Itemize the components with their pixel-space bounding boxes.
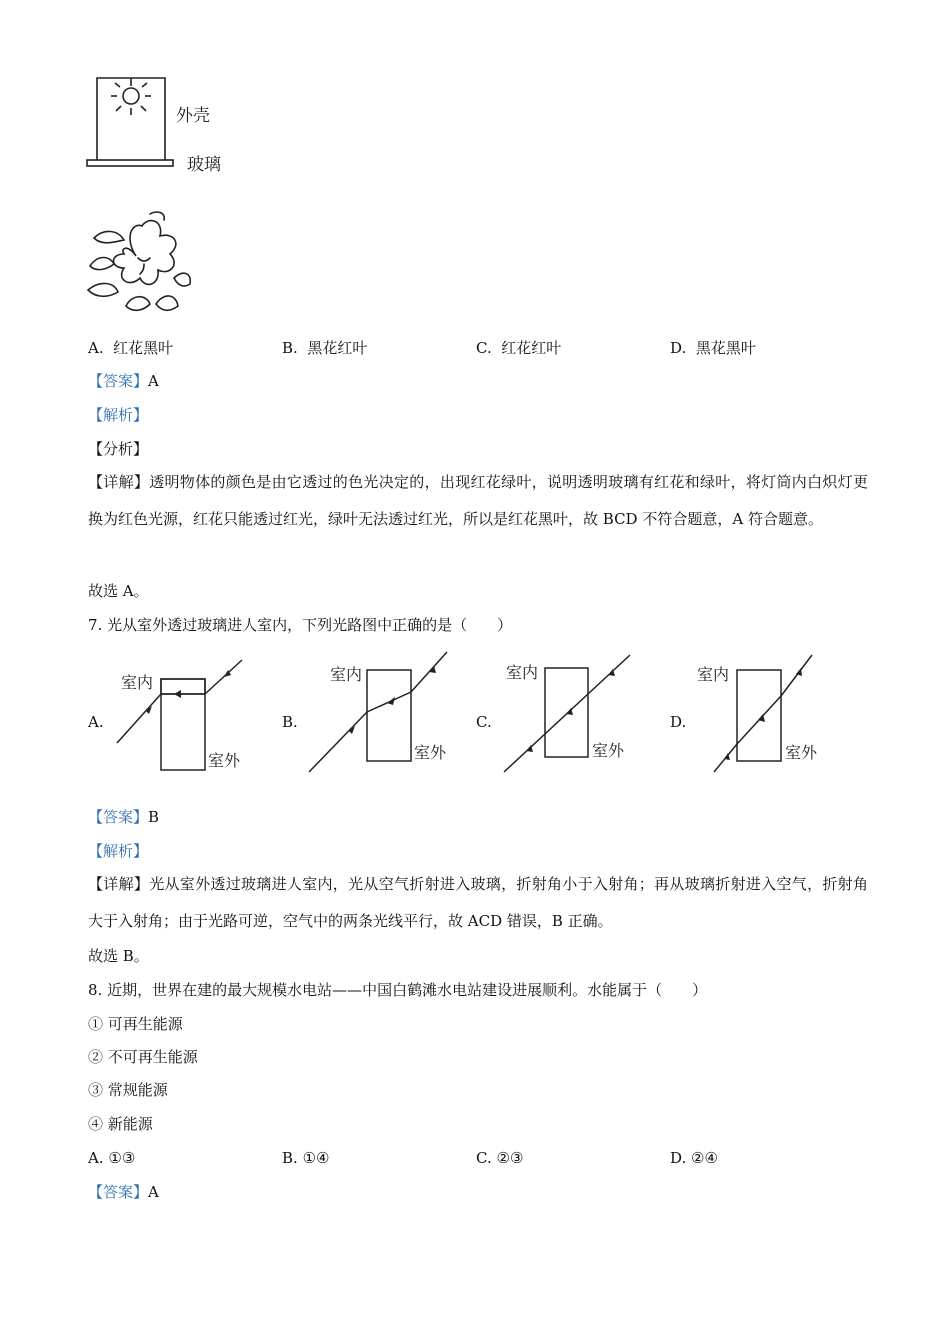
q8-answer: 【答案】A <box>88 1183 159 1201</box>
q7-diagram-a <box>108 652 258 777</box>
q6-detail: 【详解】透明物体的颜色是由它透过的色光决定的，出现红花绿叶，说明透明玻璃有红花和绿叶，将灯筒内白炽灯更换为红色光源，红花只能透过红光，绿叶无法透过红光，所以是红花黑叶，故 BCD 不符合题意，A 符合题意。 <box>88 473 868 528</box>
q8-item-4: ④ 新能源 <box>88 1115 153 1133</box>
q7c-indoor-label: 室内 <box>506 663 539 682</box>
q6-option-b: B. 黑花红叶 <box>282 339 368 357</box>
q8-item-1: ① 可再生能源 <box>88 1015 183 1033</box>
q7d-outdoor-label: 室外 <box>785 743 818 762</box>
q7-diagram-d <box>692 650 842 775</box>
q7-conclusion: 故选 B。 <box>88 947 149 965</box>
q8-item-3: ③ 常规能源 <box>88 1081 168 1099</box>
q7a-indoor-label: 室内 <box>121 673 154 692</box>
q7-diagram-b <box>303 650 453 775</box>
q6-analysis-heading: 【解析】 <box>88 406 149 424</box>
q7-analysis-heading: 【解析】 <box>88 842 149 860</box>
q7-option-c-letter: C. <box>476 713 492 731</box>
q8-item-2: ② 不可再生能源 <box>88 1048 198 1066</box>
q7-answer: 【答案】B <box>88 808 160 826</box>
q7-stem: 7. 光从室外透过玻璃进人室内，下列光路图中正确的是（ ） <box>88 616 513 634</box>
q7c-outdoor-label: 室外 <box>592 741 625 760</box>
q7d-indoor-label: 室内 <box>697 665 730 684</box>
q6-option-a: A. 红花黑叶 <box>88 339 174 357</box>
q7-option-b-letter: B. <box>282 713 298 731</box>
q7a-outdoor-label: 室外 <box>208 751 241 770</box>
q7-diagram-c <box>498 650 648 775</box>
shell-label: 外壳 <box>176 106 210 126</box>
q7-option-a-letter: A. <box>88 713 104 731</box>
flower-leaves-figure <box>84 208 196 320</box>
q7b-outdoor-label: 室外 <box>414 743 447 762</box>
q8-option-b: B. ①④ <box>282 1149 330 1167</box>
q8-option-d: D. ②④ <box>670 1149 718 1167</box>
q8-option-a: A. ①③ <box>88 1149 136 1167</box>
q7b-indoor-label: 室内 <box>330 665 363 684</box>
lamp-housing-figure <box>84 72 244 182</box>
q7-detail: 【详解】光从室外透过玻璃进人室内，光从空气折射进入玻璃，折射角小于入射角；再从玻璃折射进入空气，折射角大于入射角；由于光路可逆，空气中的两条光线平行，故 ACD 错误，B 正确。 <box>88 875 868 930</box>
q7-option-d-letter: D. <box>670 713 687 731</box>
q6-answer: 【答案】A <box>88 372 159 390</box>
q6-fenxi-heading: 【分析】 <box>88 440 149 458</box>
glass-label: 玻璃 <box>187 155 221 175</box>
q6-option-d: D. 黑花黑叶 <box>670 339 756 357</box>
q6-conclusion: 故选 A。 <box>88 582 149 600</box>
q8-stem: 8. 近期，世界在建的最大规模水电站——中国白鹤滩水电站建设进展顺利。水能属于（ ） <box>88 981 708 999</box>
q6-option-c: C. 红花红叶 <box>476 339 562 357</box>
q8-option-c: C. ②③ <box>476 1149 524 1167</box>
